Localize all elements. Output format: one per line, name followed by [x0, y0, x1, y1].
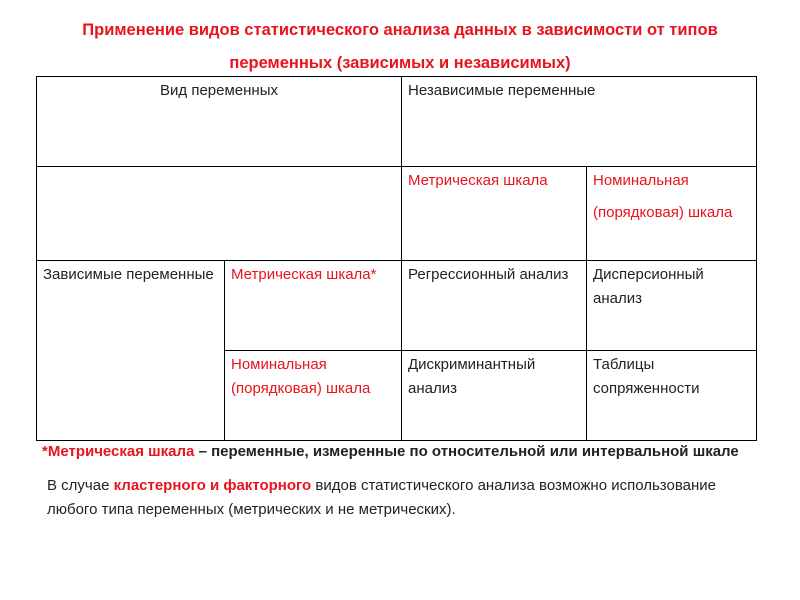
regression-analysis-cell: [402, 261, 587, 351]
note-end: видов статистического анализа возможно использование любого типа переменных (метрических и не метрических).: [47, 477, 717, 518]
header-independent-label: Независимые переменные: [408, 82, 596, 99]
contingency-tables-cell: [587, 351, 757, 441]
discriminant-analysis-cell: [402, 351, 587, 441]
regression-analysis-label: Регрессионный анализ: [408, 266, 569, 283]
note-paragraph: [42, 474, 742, 522]
notes-block: [42, 440, 742, 522]
dependent-metric-scale-label: Метрическая шкала*: [231, 266, 377, 283]
table-row: [37, 261, 757, 351]
discriminant-analysis-label: Дискриминантный анализ: [408, 356, 536, 397]
empty-cell: [37, 167, 402, 261]
independent-nominal-scale: [587, 167, 757, 261]
table-row: [37, 77, 757, 167]
header-variable-type-label: Вид переменных: [160, 82, 278, 99]
header-variable-type: [37, 77, 402, 167]
table-row: [37, 167, 757, 261]
dispersion-analysis-cell: [587, 261, 757, 351]
dependent-nominal-scale-label: Номинальная (порядковая) шкала: [231, 356, 371, 397]
analysis-types-table: [36, 76, 757, 441]
independent-nominal-scale-line-1: Номинальная: [593, 172, 689, 189]
dependent-variables: [37, 261, 225, 441]
note-highlight: кластерного и факторного: [113, 477, 312, 494]
independent-nominal-scale-line-2: (порядковая) шкала: [593, 204, 733, 221]
header-independent: [402, 77, 757, 167]
dispersion-analysis-label: Дисперсионный анализ: [593, 266, 704, 307]
title-line-2: переменных (зависимых и независимых): [229, 54, 571, 72]
footnote-text: – переменные, измеренные по относительной или интервальной шкале: [194, 443, 739, 460]
contingency-tables-label: Таблицы сопряженности: [593, 356, 700, 397]
footnote-marker: *Метрическая шкала: [42, 443, 195, 460]
independent-metric-scale: [402, 167, 587, 261]
note-start: В случае: [47, 477, 114, 494]
footnote: [42, 440, 742, 464]
independent-metric-scale-label: Метрическая шкала: [408, 172, 548, 189]
title-line-1: Применение видов статистического анализа данных в зависимости от типов: [82, 21, 718, 39]
slide-title: [0, 14, 800, 80]
dependent-nominal-scale: [225, 351, 402, 441]
dependent-variables-label: Зависимые переменные: [43, 266, 214, 283]
dependent-metric-scale: [225, 261, 402, 351]
